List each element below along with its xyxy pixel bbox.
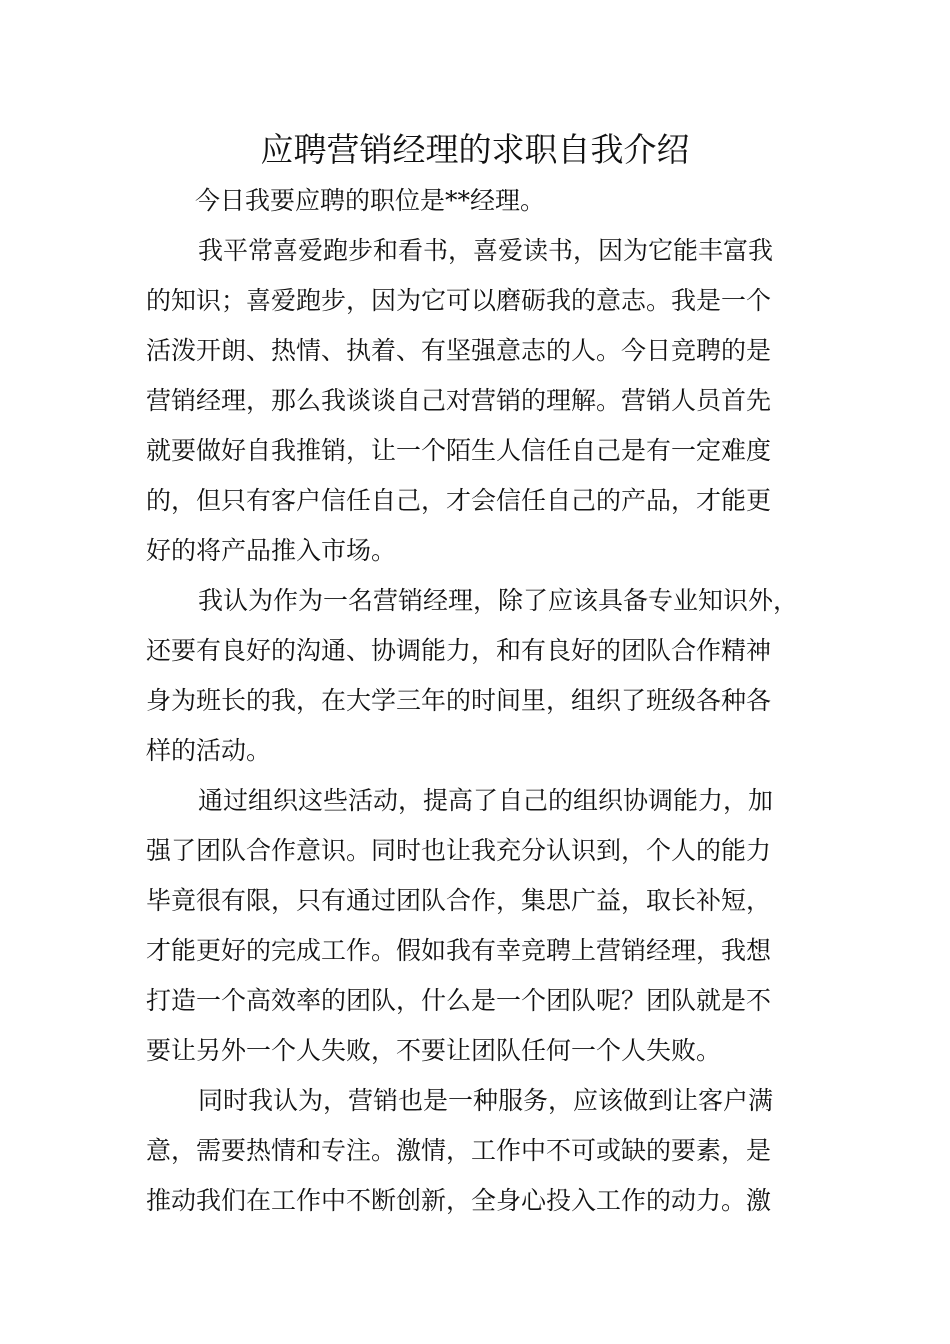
text-line: 毕竟很有限，只有通过团队合作，集思广益，取长补短， — [146, 886, 772, 915]
text-line: 还要有良好的沟通、协调能力，和有良好的团队合作精神 — [146, 636, 772, 665]
text-line: 我认为作为一名营销经理，除了应该具备专业知识外， — [198, 586, 799, 615]
text-line: 的，但只有客户信任自己，才会信任自己的产品，才能更 — [146, 486, 772, 515]
text-line: 要让另外一个人失败，不要让团队任何一个人失败。 — [146, 1036, 722, 1065]
text-line: 好的将产品推入市场。 — [146, 536, 397, 565]
text-line: 意，需要热情和专注。激情，工作中不可或缺的要素，是 — [146, 1136, 772, 1165]
text-line: 就要做好自我推销，让一个陌生人信任自己是有一定难度 — [146, 436, 772, 465]
text-line: 通过组织这些活动，提高了自己的组织协调能力，加 — [198, 786, 774, 815]
document-title: 应聘营销经理的求职自我介绍 — [260, 130, 690, 169]
text-line: 推动我们在工作中不断创新，全身心投入工作的动力。激 — [146, 1186, 772, 1215]
text-line: 强了团队合作意识。同时也让我充分认识到，个人的能力 — [146, 836, 772, 865]
text-line: 活泼开朗、热情、执着、有坚强意志的人。今日竞聘的是 — [146, 336, 772, 365]
text-line: 才能更好的完成工作。假如我有幸竞聘上营销经理，我想 — [146, 936, 772, 965]
document-body — [146, 176, 836, 1226]
text-line: 样的活动。 — [146, 736, 272, 765]
text-line: 身为班长的我，在大学三年的时间里，组织了班级各种各 — [146, 686, 772, 715]
text-line: 今日我要应聘的职位是**经理。 — [195, 186, 546, 215]
text-line: 同时我认为，营销也是一种服务，应该做到让客户满 — [198, 1086, 774, 1115]
text-line: 我平常喜爱跑步和看书，喜爱读书，因为它能丰富我 — [198, 236, 774, 265]
text-line: 的知识；喜爱跑步，因为它可以磨砺我的意志。我是一个 — [146, 286, 772, 315]
text-line: 营销经理，那么我谈谈自己对营销的理解。营销人员首先 — [146, 386, 772, 415]
text-line: 打造一个高效率的团队，什么是一个团队呢？团队就是不 — [146, 986, 772, 1015]
